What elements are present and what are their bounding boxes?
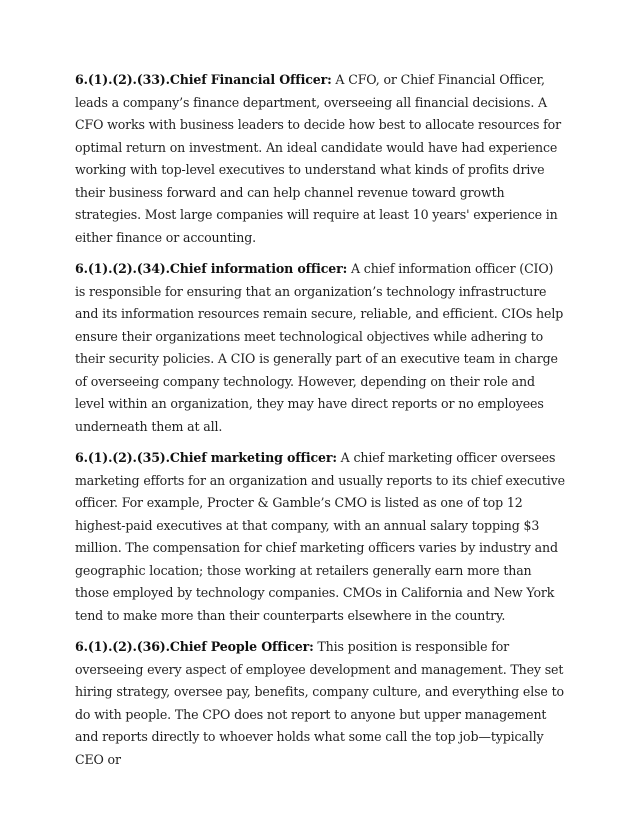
paragraph-heading-cpo: 6.(1).(2).(36).Chief People Officer: bbox=[75, 639, 314, 654]
paragraph-body-cmo: A chief marketing officer oversees marketing efforts for an organization and usually reports to its chief executive officer. For example, Procter & Gamble’s CMO is listed as one of top 12 highest-paid executives at that company, with an annual salary topping $3 million. The compensation for chief marketing officers varies by industry and geographic location; those working at retailers generally earn more than those employed by technology companies. CMOs in California and New York tend to make more than their counterparts elsewhere in the country. bbox=[75, 450, 565, 623]
paragraph-heading-cfo: 6.(1).(2).(33).Chief Financial Officer: bbox=[75, 72, 332, 87]
paragraph-cio bbox=[75, 258, 567, 438]
paragraph-cmo bbox=[75, 447, 567, 627]
document-page bbox=[75, 69, 567, 780]
paragraph-cfo bbox=[75, 69, 567, 249]
paragraph-body-cio: A chief information officer (CIO) is responsible for ensuring that an organization’s technology infrastructure and its information resources remain secure, reliable, and efficient. CIOs help ensure their organizations meet technological objectives while adhering to their security policies. A CIO is generally part of an executive team in charge of overseeing company technology. However, depending on their role and level within an organization, they may have direct reports or no employees underneath them at all. bbox=[75, 261, 564, 434]
paragraph-heading-cmo: 6.(1).(2).(35).Chief marketing officer: bbox=[75, 450, 337, 465]
paragraph-body-cfo: A CFO, or Chief Financial Officer, leads a company’s finance department, overseeing all financial decisions. A CFO works with business leaders to decide how best to allocate resources for optimal return on investment. An ideal candidate would have had experience working with top-level executives to understand what kinds of profits drive their business forward and can help channel revenue toward growth strategies. Most large companies will require at least 10 years' experience in either finance or accounting. bbox=[75, 72, 561, 245]
paragraph-cpo bbox=[75, 636, 567, 771]
paragraph-heading-cio: 6.(1).(2).(34).Chief information officer: bbox=[75, 261, 348, 276]
paragraph-body-cpo: This position is responsible for overseeing every aspect of employee development and management. They set hiring strategy, oversee pay, benefits, company culture, and everything else to do with people. The CPO does not report to anyone but upper management and reports directly to whoever holds what some call the top job—typically CEO or bbox=[75, 639, 564, 767]
